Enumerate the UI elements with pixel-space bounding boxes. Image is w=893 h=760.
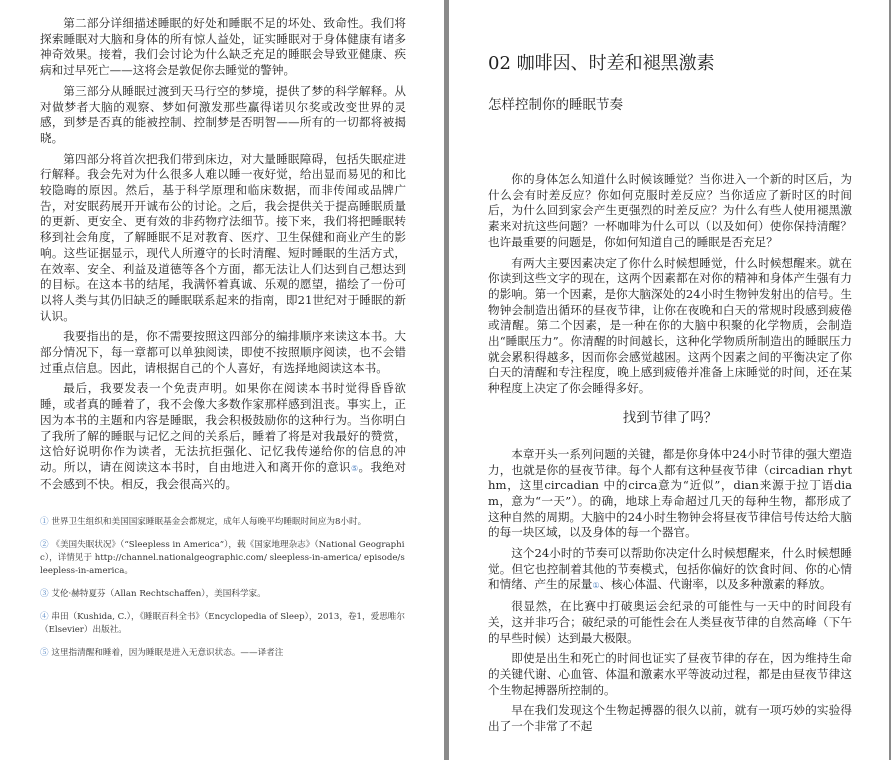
footnote-number[interactable]: ⑤ [40,648,49,659]
paragraph-tail: 。我绝对不会感到不快。相反，我会很高兴的。 [40,459,406,491]
footnote [40,647,406,660]
left-page [0,0,444,760]
footnote-ref-link[interactable]: ① [592,581,600,591]
footnote-text: 串田（Kushida, C.），《睡眠百科全书》（Encyclopedia of Sleep），2013，卷1，爱思唯尔（Elsevier）出版社。 [40,612,405,636]
paragraph: 即使是出生和死亡的时间也证实了昼夜节律的存在，因为维持生命的关键代谢、心血管、体温和激素水平等波动过程，都是由昼夜节律这个生物起搏器所控制的。 [488,651,852,697]
chapter-subtitle: 怎样控制你的睡眠节奏 [488,97,623,113]
footnote-number[interactable]: ① [40,517,49,528]
paragraph-text: 这个24小时的节奏可以帮助你决定什么时候想醒来，什么时候想睡觉。但它也控制着其他的节奏模式，包括你偏好的饮食时间、你的心情和情绪、产生的尿量 [488,546,852,592]
paragraph: 我要指出的是，你不需要按照这四部分的编排顺序来读这本书。大部分情况下，每一章都可以单独阅读，即使不按照顺序阅读，也不会错过重点信息。因此，请根据自己的个人喜好，有选择地阅读这本书。 [40,329,406,375]
footnote [40,516,406,529]
paragraph: 你的身体怎么知道什么时候该睡觉？当你进入一个新的时区后，为什么会有时差反应？你如何克服时差反应？当你适应了新时区的时间后，为什么回到家会产生更强烈的时差反应？为什么有些人使用褪黑激素来对抗这些问题？一杯咖啡为什么可以（以及如何）使你保持清醒？也许最重要的问题是，你如何知道自己的睡眠是否充足？ [488,172,852,249]
footnote-text: 世界卫生组织和美国国家睡眠基金会都规定，成年人每晚平均睡眠时间应为8小时。 [51,517,367,528]
paragraph [488,546,852,594]
right-page [449,0,891,760]
footnote [40,539,406,578]
section-heading: 找到节律了吗？ [622,409,718,426]
footnote [40,588,406,601]
footnotes [40,516,406,660]
footnote-number[interactable]: ④ [40,612,49,623]
paragraph-tail: 、核心体温、代谢率，以及多种激素的释放。 [599,577,832,592]
footnote-number[interactable]: ② [40,540,49,551]
paragraph: 早在我们发现这个生物起搏器的很久以前，就有一项巧妙的实验得出了一个非常了不起 [488,703,852,734]
footnote-text: 《美国失眠状况》（“Sleepless in America”），载《国家地理杂志》（National Geographic），详情见于 http://channel.nationalgeographic.com/ sleepless-in-america/ episode/sleepless-in-america。 [40,540,405,577]
chapter-title: 02 咖啡因、时差和褪黑激素 [488,53,715,74]
paragraph: 第二部分详细描述睡眠的好处和睡眠不足的坏处、致命性。我们将探索睡眠对大脑和身体的所有惊人益处，证实睡眠对于身体健康有诸多神奇效果。接着，我们会讨论为什么缺乏充足的睡眠会导致亚健康、疾病和过早死亡——这将会是敦促你去睡觉的警钟。 [40,16,406,78]
paragraph [40,381,406,492]
paragraph: 本章开头一系列问题的关键，都是你身体中24小时节律的强大塑造力，也就是你的昼夜节律。每个人都有这种昼夜节律（circadian rhythm，这里circadian 中的circa意为“近似”，dian来源于拉丁语diam，意为“一天”）。的确，地球上寿命超过几天的每种生物，都形成了这种自然的周期。大脑中的24小时生物钟会将昼夜节律信号传达给大脑的每一块区域，以及身体的每一个器官。 [488,446,852,540]
paragraph: 有两大主要因素决定了你什么时候想睡觉，什么时候想醒来。就在你读到这些文字的现在，这两个因素都在对你的精神和身体产生强有力的影响。第一个因素，是你大脑深处的24小时生物钟发射出的信号。生物钟会制造出循环的昼夜节律，让你在夜晚和白天的常规时段感到疲倦或清醒。第二个因素，是一种在你的大脑中积聚的化学物质，会制造出“睡眠压力”。你清醒的时间越长，这种化学物质所制造出的睡眠压力就会累积得越多，因而你会感觉越困。这两个因素之间的平衡决定了你白天的清醒和专注程度，晚上感到疲倦并准备上床睡觉的时间，还在某种程度上决定了你会睡得多好。 [488,255,852,396]
paragraph: 很显然，在比赛中打破奥运会纪录的可能性与一天中的时间段有关，这并非巧合；破纪录的可能性会在人类昼夜节律的自然高峰（下午的早些时候）达到最大极限。 [488,599,852,645]
footnote-number[interactable]: ③ [40,589,49,600]
footnote-text: 艾伦·赫特夏芬（Allan Rechtschaffen），美国科学家。 [51,589,266,600]
paragraph: 第三部分从睡眠过渡到天马行空的梦境，提供了梦的科学解释。从对做梦者大脑的观察、梦如何激发那些赢得诺贝尔奖或改变世界的灵感，到梦是否真的能被控制、控制梦是否明智——所有的一切都将被揭晓。 [40,83,406,145]
footnote-text: 这里指清醒和睡着，因为睡眠是进入无意识状态。——译者注 [51,648,284,659]
footnote [40,611,406,637]
footnote-ref-link[interactable]: ⑤ [350,463,359,473]
paragraph: 第四部分将首次把我们带到床边，对大量睡眠障碍，包括失眠症进行解释。我会先对为什么很多人难以睡一夜好觉，给出显而易见的和比较隐晦的原因。然后，基于科学原理和临床数据，而非传闻或品牌广告，对安眠药展开开诚布公的讨论。之后，我会提供关于提高睡眠质量的更新、更安全、更有效的非药物疗法细节。接下来，我们将把睡眠转移到社会角度，了解睡眠不足对教育、医疗、卫生保健和商业产生的影响。这些证据显示，现代人所遵守的长时清醒、短时睡眠的生活方式，在效率、安全、利益及道德等各个方面，都无法让人们达到自己想达到的目标。在这本书的结尾，我满怀着真诚、乐观的愿望，描绘了一份可以将人类与其仍旧缺乏的睡眠联系起来的指南，即21世纪对于睡眠的新认识。 [40,151,406,323]
paragraph-text: 最后，我要发表一个免责声明。如果你在阅读本书时觉得昏昏欲睡，或者真的睡着了，我不会像大多数作家那样感到沮丧。事实上，正因为本书的主题和内容是睡眠，我会积极鼓励你的这种行为。当你明白了我所了解的睡眠与记忆之间的关系后，睡着了将是对我最好的赞赏，这恰好说明你作为读者，无法抗拒强化、记忆我传递给你的信息的冲动。所以，请在阅读这本书时，自由地进入和离开你的意识 [40,381,406,474]
